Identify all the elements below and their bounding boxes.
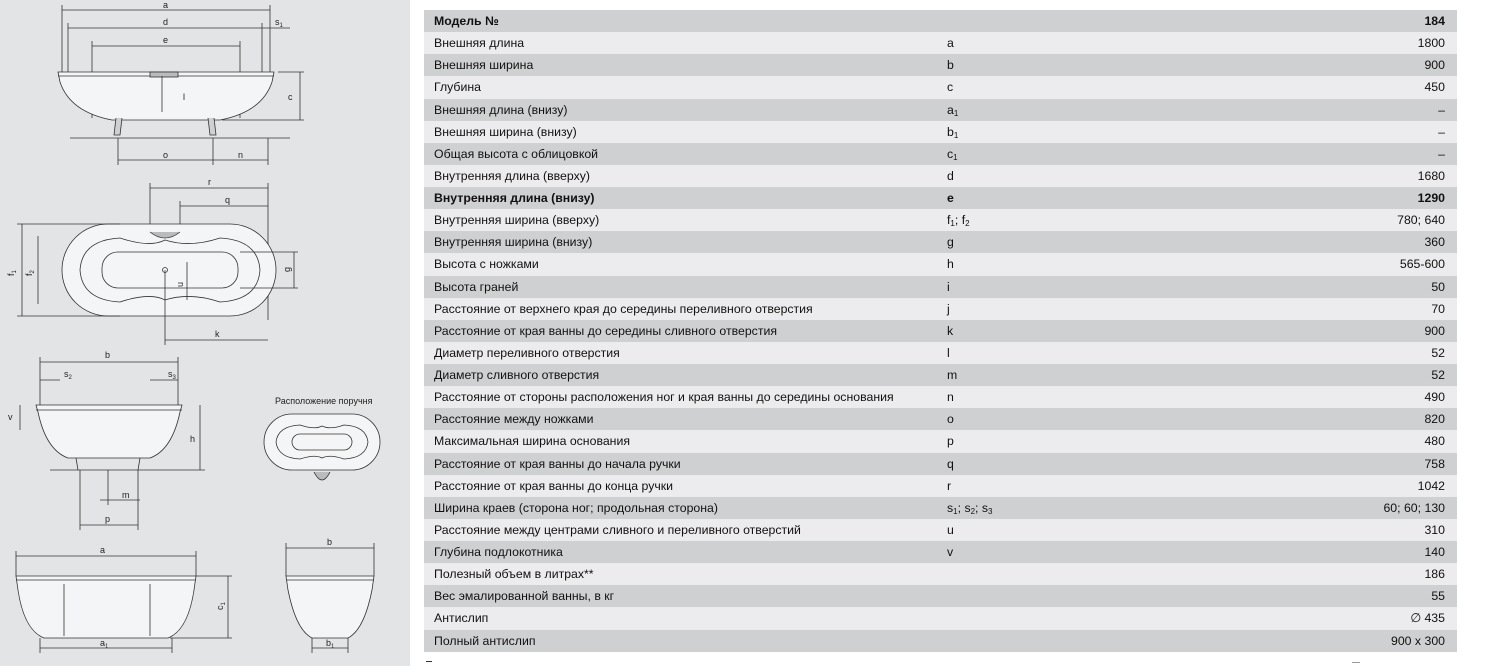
row-value: 140 — [1424, 545, 1445, 559]
row-symbol: $c_1$ — [947, 146, 958, 162]
row-value: 52 — [1431, 368, 1445, 382]
row-parameter-name: Расстояние от края ванны до конца ручки — [434, 478, 674, 493]
specifications-table — [424, 10, 1457, 652]
row-symbol: n — [947, 390, 954, 405]
row-symbol: k — [947, 323, 954, 338]
row-value: 758 — [1424, 456, 1445, 471]
label-l: l — [183, 92, 185, 102]
row-symbol-subscript: 1 — [953, 108, 959, 118]
row-symbol: o — [947, 412, 954, 427]
row-symbol: q — [947, 456, 954, 471]
row-parameter-name: Внешняя длина (внизу) — [434, 102, 568, 117]
row-symbol-subscript: 1 — [953, 152, 958, 162]
table-row — [424, 364, 1457, 386]
row-value: – — [1438, 124, 1445, 139]
row-value: 820 — [1424, 412, 1445, 427]
table-row — [424, 76, 1457, 98]
row-parameter-name: Расстояние от стороны расположения ног и края ванны до середины основания — [434, 390, 894, 405]
table-row — [424, 630, 1457, 652]
row-value: 60; 60; 130 — [1383, 500, 1445, 515]
label-b-bottom: b — [327, 537, 333, 547]
end-view-drawing — [286, 543, 374, 653]
row-symbol: b — [947, 58, 954, 73]
row-symbol: p — [947, 434, 954, 449]
label-a1: $a_1$ — [100, 638, 109, 650]
row-parameter-name: Расстояние между центрами сливного и переливного отверстий — [434, 522, 801, 537]
row-value: 900 — [1424, 323, 1445, 338]
label-a-bottom: a — [100, 545, 106, 555]
table-row — [424, 32, 1457, 54]
table-row — [424, 187, 1457, 209]
front-view-drawing — [16, 551, 232, 653]
handle-location-drawing — [264, 414, 380, 480]
row-symbol-subscript: 1 — [953, 130, 959, 140]
table-row — [424, 143, 1457, 165]
row-parameter-name: Внутренняя ширина (вверху) — [434, 213, 600, 228]
label-m: m — [122, 490, 130, 500]
row-symbol: r — [947, 478, 952, 493]
row-value: 1290 — [1417, 191, 1445, 205]
label-s3: $s_3$ — [168, 369, 176, 381]
table-row — [424, 121, 1457, 143]
row-symbol: h — [947, 257, 954, 272]
row-symbol: l — [947, 345, 950, 360]
table-row — [424, 54, 1457, 76]
row-parameter-name: Внешняя ширина (внизу) — [434, 124, 577, 139]
bathtub-drawings — [0, 0, 410, 666]
row-value: – — [1438, 146, 1445, 161]
row-parameter-name: Внешняя ширина — [434, 58, 534, 73]
row-symbol: $a_1$ — [947, 102, 959, 118]
row-parameter-name: Глубина подлокотника — [434, 545, 563, 559]
row-parameter-name: Ширина краев (сторона ног; продольная сторона) — [434, 500, 718, 515]
label-c1: $c_1$ — [215, 602, 227, 610]
table-row — [424, 430, 1457, 452]
table-row — [424, 497, 1457, 519]
row-value: ∅ 435 — [1410, 611, 1445, 626]
row-parameter-name: Диаметр переливного отверстия — [434, 345, 620, 360]
row-parameter-name: Расстояние между ножками — [434, 412, 594, 427]
row-parameter-name: Глубина — [434, 80, 481, 95]
row-parameter-name: Антислип — [434, 611, 489, 626]
label-p: p — [105, 514, 111, 524]
row-parameter-name: Расстояние от верхнего края до середины переливного отверстия — [434, 301, 813, 316]
row-symbol: $f_1$; $f_2$ — [947, 213, 970, 229]
label-v: v — [8, 412, 13, 422]
label-b1: $b_1$ — [326, 638, 335, 650]
table-row — [424, 475, 1457, 497]
row-parameter-name: Максимальная ширина основания — [434, 434, 630, 449]
table-row — [424, 585, 1457, 607]
label-c: c — [288, 92, 293, 102]
table-row — [424, 99, 1457, 121]
label-s2: $s_2$ — [64, 369, 72, 381]
row-value: 50 — [1431, 279, 1445, 294]
label-n: n — [238, 150, 244, 160]
row-symbol: a — [947, 36, 954, 51]
row-value: – — [1438, 102, 1445, 117]
row-parameter-name: Общая высота с облицовкой — [434, 146, 599, 161]
label-h: h — [190, 434, 196, 444]
table-row — [424, 453, 1457, 475]
label-u: u — [175, 281, 185, 287]
row-value: 55 — [1431, 589, 1445, 604]
label-g: g — [282, 266, 292, 272]
row-parameter-name: Внутренняя длина (внизу) — [434, 191, 595, 205]
label-d: d — [163, 17, 169, 27]
row-symbol: c — [947, 80, 954, 95]
label-b: b — [105, 350, 111, 360]
table-row — [424, 276, 1457, 298]
row-value: 70 — [1431, 301, 1445, 316]
row-symbol: v — [947, 545, 954, 559]
label-k: k — [215, 329, 220, 339]
technical-drawings-panel — [0, 0, 410, 666]
label-e: e — [163, 35, 169, 45]
label-q: q — [225, 195, 231, 205]
row-value: 450 — [1424, 80, 1445, 95]
row-value: 900 — [1424, 58, 1445, 73]
row-parameter-name: Модель № — [434, 14, 499, 28]
cross-section-drawing — [20, 357, 205, 530]
side-view-drawing — [58, 5, 304, 165]
row-value: 186 — [1424, 567, 1445, 582]
row-parameter-name: Высота граней — [434, 279, 519, 294]
row-symbol: d — [947, 168, 954, 183]
row-value: 310 — [1424, 522, 1445, 537]
table-row — [424, 209, 1457, 231]
label-r: r — [208, 177, 211, 187]
row-symbol: $b_1$ — [947, 124, 959, 140]
row-value: 1042 — [1417, 478, 1445, 493]
bottom-divider-right — [1352, 662, 1360, 663]
row-symbol: m — [947, 368, 958, 382]
row-value: 184 — [1424, 14, 1445, 28]
table-row — [424, 165, 1457, 187]
row-value: 52 — [1431, 345, 1445, 360]
row-parameter-name: Расстояние от края ванны до начала ручки — [434, 456, 681, 471]
table-row — [424, 320, 1457, 342]
row-symbol: j — [947, 301, 950, 316]
row-symbol: $s_1$; $s_2$; $s_3$ — [947, 500, 993, 516]
row-parameter-name: Вес эмалированной ванны, в кг — [434, 589, 615, 604]
row-symbol: g — [947, 235, 954, 250]
bottom-divider — [426, 661, 432, 662]
row-parameter-name: Полный антислип — [434, 633, 536, 648]
label-f2: $f_2$ — [24, 270, 36, 276]
row-value: 1800 — [1417, 36, 1445, 51]
row-value: 480 — [1424, 434, 1445, 449]
row-value: 900 x 300 — [1390, 633, 1445, 648]
row-parameter-name: Внутренняя ширина (внизу) — [434, 235, 593, 250]
table-row — [424, 607, 1457, 629]
row-parameter-name: Расстояние от края ванны до середины сливного отверстия — [434, 323, 777, 338]
label-s1: $s_1$ — [275, 17, 283, 29]
label-f1: $f_1$ — [6, 270, 18, 276]
row-value: 780; 640 — [1397, 213, 1445, 228]
table-row — [424, 10, 1457, 32]
label-a: a — [163, 0, 169, 10]
row-value: 1680 — [1417, 168, 1445, 183]
table-row — [424, 519, 1457, 541]
label-o: o — [163, 150, 169, 160]
table-row — [424, 298, 1457, 320]
table-row — [424, 386, 1457, 408]
row-value: 360 — [1424, 235, 1445, 250]
caption-handle-location: Расположение поручня — [275, 396, 373, 406]
row-value: 565-600 — [1399, 257, 1445, 272]
table-row — [424, 231, 1457, 253]
table-row — [424, 563, 1457, 585]
row-value: 490 — [1424, 390, 1445, 405]
row-parameter-name: Внутренняя длина (вверху) — [434, 168, 590, 183]
top-view-drawing — [17, 183, 298, 345]
row-symbol: u — [947, 522, 954, 537]
row-symbol: e — [947, 191, 954, 205]
row-symbol: i — [947, 279, 950, 294]
table-row — [424, 408, 1457, 430]
row-parameter-name: Диаметр сливного отверстия — [434, 368, 600, 382]
row-parameter-name: Полезный объем в литрах** — [434, 567, 594, 582]
row-parameter-name: Высота с ножками — [434, 257, 539, 272]
table-row — [424, 541, 1457, 563]
table-row — [424, 253, 1457, 275]
row-parameter-name: Внешняя длина — [434, 36, 525, 51]
table-row — [424, 342, 1457, 364]
